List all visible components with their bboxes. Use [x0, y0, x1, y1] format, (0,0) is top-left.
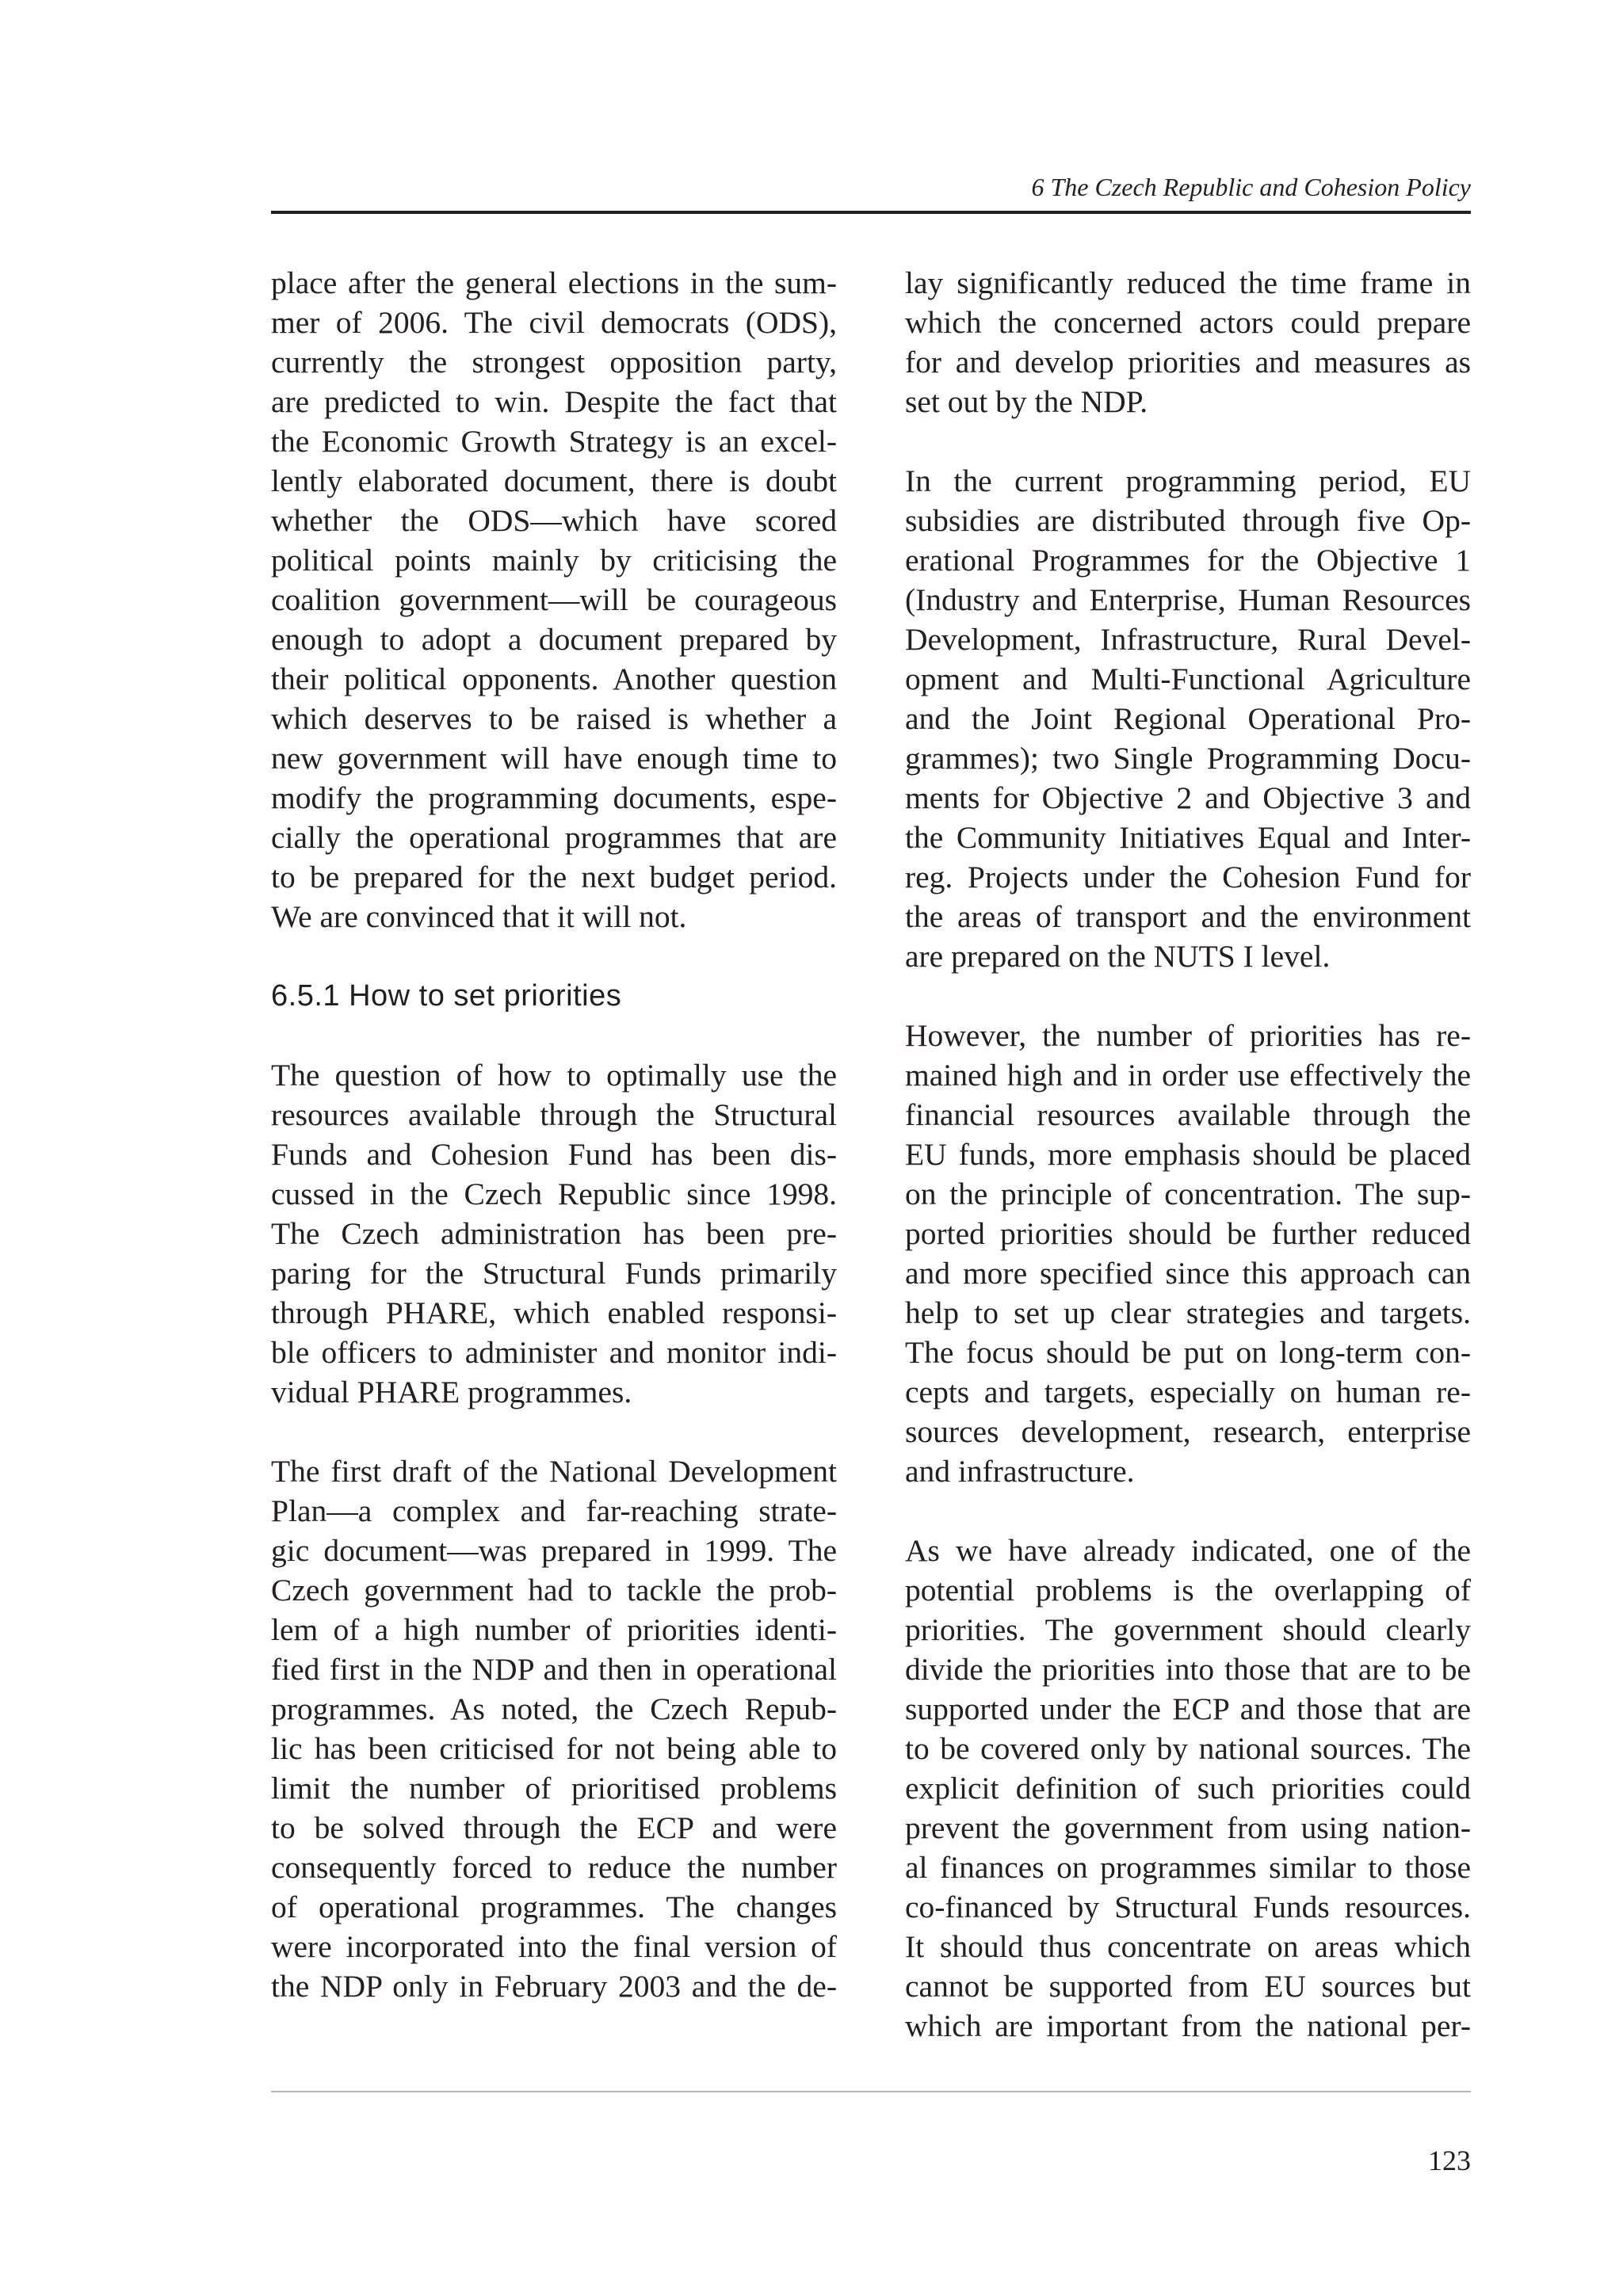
- text-line: prevent the government from using nation-: [905, 1810, 1471, 1845]
- text-line: cussed in the Czech Republic since 1998.: [271, 1177, 837, 1211]
- text-line: ments for Objective 2 and Objective 3 and: [905, 780, 1471, 815]
- text-line: new government will have enough time to: [271, 741, 837, 776]
- text-line: programmes. As noted, the Czech Repub-: [271, 1691, 837, 1726]
- text-line: which deserves to be raised is whether a: [271, 701, 837, 736]
- text-line: to be covered only by national sources. The: [905, 1731, 1471, 1766]
- footer-rule: [271, 2091, 1471, 2092]
- left-column: [271, 263, 837, 2006]
- text-line: al finances on programmes similar to those: [905, 1850, 1471, 1885]
- text-line: their political opponents. Another question: [271, 662, 837, 696]
- text-line: and more specified since this approach can: [905, 1256, 1471, 1291]
- text-line: ble officers to administer and monitor indi-: [271, 1335, 837, 1370]
- paragraph: [271, 1055, 837, 1412]
- text-line: It should thus concentrate on areas which: [905, 1929, 1471, 1964]
- text-line: which the concerned actors could prepare: [905, 305, 1471, 340]
- text-line: and the Joint Regional Operational Pro-: [905, 701, 1471, 736]
- text-line: reg. Projects under the Cohesion Fund for: [905, 860, 1471, 894]
- text-line: are prepared on the NUTS I level.: [905, 939, 1331, 974]
- text-line: the Community Initiatives Equal and Inter-: [905, 820, 1471, 855]
- text-line: potential problems is the overlapping of: [905, 1573, 1471, 1608]
- text-line: the Economic Growth Strategy is an excel-: [271, 424, 837, 459]
- text-line: As we have already indicated, one of the: [905, 1533, 1471, 1568]
- text-line: EU funds, more emphasis should be placed: [905, 1137, 1471, 1172]
- text-line: Funds and Cohesion Fund has been dis-: [271, 1137, 837, 1172]
- section-heading: 6.5.1 How to set priorities: [271, 979, 622, 1013]
- text-line: paring for the Structural Funds primarily: [271, 1256, 837, 1291]
- paragraph: [271, 1451, 837, 2006]
- running-head: 6 The Czech Republic and Cohesion Policy: [1031, 173, 1471, 201]
- text-line: mer of 2006. The civil democrats (ODS),: [271, 305, 837, 340]
- text-line: erational Programmes for the Objective 1: [905, 543, 1471, 578]
- text-line: The focus should be put on long-term con-: [905, 1335, 1471, 1370]
- text-line: The question of how to optimally use the: [271, 1058, 837, 1093]
- text-line: which are important from the national per-: [905, 2008, 1471, 2043]
- text-line: (Industry and Enterprise, Human Resources: [905, 582, 1471, 617]
- text-line: lem of a high number of priorities identi-: [271, 1612, 837, 1647]
- text-line: fied first in the NDP and then in operational: [271, 1652, 837, 1687]
- text-line: sources development, research, enterprise: [905, 1414, 1471, 1449]
- text-line: to be solved through the ECP and were: [271, 1810, 837, 1845]
- text-line: In the current programming period, EU: [905, 463, 1471, 498]
- page-number: 123: [1428, 2145, 1471, 2176]
- text-line: on the principle of concentration. The sup-: [905, 1177, 1471, 1211]
- header-rule: [271, 211, 1471, 214]
- text-line: Czech government had to tackle the prob-: [271, 1573, 837, 1608]
- text-line: mained high and in order use effectively the: [905, 1058, 1471, 1093]
- text-line: limit the number of prioritised problems: [271, 1771, 837, 1806]
- text-line: divide the priorities into those that are to be: [905, 1652, 1471, 1687]
- text-line: vidual PHARE programmes.: [271, 1375, 632, 1409]
- paragraph: [905, 1531, 1471, 2046]
- text-line: place after the general elections in the sum-: [271, 265, 837, 300]
- text-line: grammes); two Single Programming Docu-: [905, 741, 1471, 776]
- text-line: whether the ODS—which have scored: [271, 503, 837, 538]
- paragraph: [905, 1016, 1471, 1491]
- paragraph: [905, 461, 1471, 976]
- right-column: [905, 263, 1471, 2046]
- text-line: Development, Infrastructure, Rural Devel-: [905, 622, 1471, 657]
- text-line: cially the operational programmes that are: [271, 820, 837, 855]
- text-line: to be prepared for the next budget period.: [271, 860, 837, 894]
- text-line: help to set up clear strategies and targets.: [905, 1295, 1471, 1330]
- text-line: political points mainly by criticising the: [271, 543, 837, 578]
- text-line: modify the programming documents, espe-: [271, 780, 837, 815]
- text-line: co-financed by Structural Funds resources.: [905, 1890, 1471, 1924]
- text-line: coalition government—will be courageous: [271, 582, 837, 617]
- text-line: currently the strongest opposition party,: [271, 345, 837, 379]
- text-line: set out by the NDP.: [905, 384, 1148, 419]
- text-line: lic has been criticised for not being able to: [271, 1731, 837, 1766]
- text-line: lay significantly reduced the time frame in: [905, 265, 1471, 300]
- text-line: However, the number of priorities has re-: [905, 1018, 1471, 1053]
- text-line: the NDP only in February 2003 and the de-: [271, 1969, 837, 2004]
- text-line: The first draft of the National Development: [271, 1454, 837, 1489]
- text-line: ported priorities should be further reduced: [905, 1216, 1471, 1251]
- text-line: of operational programmes. The changes: [271, 1890, 837, 1924]
- paragraph: [905, 263, 1471, 421]
- text-line: enough to adopt a document prepared by: [271, 622, 837, 657]
- text-line: priorities. The government should clearly: [905, 1612, 1471, 1647]
- text-line: financial resources available through the: [905, 1097, 1471, 1132]
- paragraph: [271, 263, 837, 936]
- text-line: through PHARE, which enabled responsi-: [271, 1295, 837, 1330]
- text-line: gic document—was prepared in 1999. The: [271, 1533, 837, 1568]
- text-line: lently elaborated document, there is doubt: [271, 463, 837, 498]
- text-line: consequently forced to reduce the number: [271, 1850, 837, 1885]
- text-line: cepts and targets, especially on human re-: [905, 1375, 1471, 1409]
- text-line: The Czech administration has been pre-: [271, 1216, 837, 1251]
- text-line: the areas of transport and the environment: [905, 899, 1471, 934]
- text-line: resources available through the Structural: [271, 1097, 837, 1132]
- text-line: cannot be supported from EU sources but: [905, 1969, 1471, 2004]
- text-line: subsidies are distributed through five Op-: [905, 503, 1471, 538]
- text-line: supported under the ECP and those that are: [905, 1691, 1471, 1726]
- text-line: opment and Multi-Functional Agriculture: [905, 662, 1471, 696]
- text-line: explicit definition of such priorities could: [905, 1771, 1471, 1806]
- text-line: and infrastructure.: [905, 1454, 1135, 1489]
- text-line: for and develop priorities and measures as: [905, 345, 1471, 379]
- text-line: are predicted to win. Despite the fact that: [271, 384, 837, 419]
- text-line: were incorporated into the final version of: [271, 1929, 837, 1964]
- text-line: We are convinced that it will not.: [271, 899, 687, 934]
- text-line: Plan—a complex and far-reaching strate-: [271, 1493, 837, 1528]
